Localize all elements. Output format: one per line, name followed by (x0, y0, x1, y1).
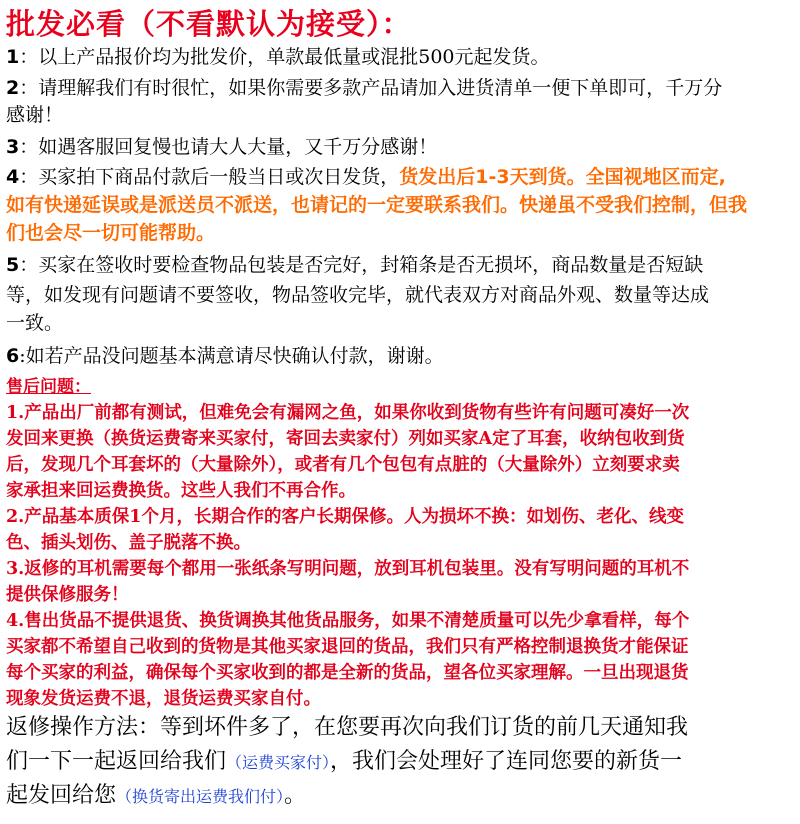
rule-5-end: 一致。 (6, 312, 64, 334)
page-title: 批发必看（不看默认为接受）： (6, 7, 412, 41)
rule-text: :如若产品没问题基本满意请尽快确认付款，谢谢。 (19, 345, 444, 367)
repair-method-line (6, 746, 794, 779)
shipping-note: （换货寄出运费我们付） (116, 787, 285, 806)
after-sales-heading: 售后问题： (6, 377, 91, 397)
repair-text: ，我们会处理好了连同您要的新货一 (330, 749, 683, 774)
rule-number: 2 (6, 77, 20, 99)
rule-2-continued: 感谢！ (6, 104, 64, 126)
rule-6 (6, 343, 794, 369)
rule-number: 4 (6, 166, 20, 188)
rule-highlight: 货发出后1-3天到货。全国视地区而定, (399, 166, 726, 188)
rule-4 (6, 164, 794, 190)
rule-3 (6, 134, 794, 160)
after-sales-item-4-line: 买家都不希望自己收到的货物是其他买家退回的货品，我们只有严格控制退换货才能保证 (6, 637, 689, 657)
after-sales-item-1: 1.产品出厂前都有测试，但难免会有漏网之鱼，如果你收到货物有些许有问题可凑好一次 (6, 403, 690, 423)
rule-text: ：请理解我们有时很忙，如果你需要多款产品请加入进货清单一便下单即可，千万分 (19, 77, 723, 99)
rule-number: 5 (6, 254, 20, 276)
after-sales-item-4-line: 现象发货运费不退，退货运费买家自付。 (6, 689, 321, 709)
repair-text: 们一下一起返回给我们 (6, 749, 227, 774)
rule-text: ：以上产品报价均为批发价，单款最低量或混批500元起发货。 (19, 46, 550, 68)
rule-1 (6, 44, 794, 70)
after-sales-item-3: 3.返修的耳机需要每个都用一张纸条写明问题，放到耳机包装里。没有写明问题的耳机不 (6, 559, 690, 579)
after-sales-item-4: 4.售出货品不提供退货、换货调换其他货品服务，如果不清楚质量可以先少拿看样，每个 (6, 611, 690, 631)
repair-text: 起发回给您 (6, 783, 117, 808)
rule-number: 6 (6, 345, 20, 367)
after-sales-item-2-line: 色、插头划伤、盖子脱落不换。 (6, 533, 251, 553)
after-sales-item-4-line: 每个买家的利益，确保每个买家收到的都是全新的货品，望各位买家理解。一旦出现退货 (6, 663, 689, 683)
rule-2 (6, 75, 794, 101)
rule-number: 3 (6, 136, 20, 158)
repair-method: 返修操作方法：等到坏件多了，在您要再次向我们订货的前几天通知我 (6, 715, 689, 740)
rule-text: ：如遇客服回复慢也请大人大量，又千万分感谢！ (19, 136, 438, 158)
repair-method-end (6, 780, 794, 813)
after-sales-item-3-line: 提供保修服务！ (6, 585, 129, 605)
rule-number: 1 (6, 46, 20, 68)
rule-4-highlight: 如有快递延误或是派送员不派送，也请记的一定要联系我们。快递虽不受我们控制，但我 (6, 194, 748, 216)
after-sales-item-1-line: 家承担来回运费换货。这些人我们不再合作。 (6, 481, 356, 501)
repair-text: 。 (284, 783, 307, 808)
rule-4-highlight-end: 们也会尽一切可能帮助。 (6, 222, 216, 244)
after-sales-item-2: 2.产品基本质保1个月，长期合作的客户长期保修。人为损坏不换：如划伤、老化、线变 (6, 507, 684, 527)
shipping-note: （运费买家付） (226, 753, 331, 772)
rule-text: ：买家在签收时要检查物品包装是否完好，封箱条是否无损坏，商品数量是否短缺 (19, 254, 704, 276)
after-sales-item-1-line: 发回来更换（换货运费寄来买家付，寄回去卖家付）列如买家A定了耳套，收纳包收到货 (6, 429, 685, 449)
rule-5 (6, 252, 794, 278)
rule-5-continued: 等，如发现有问题请不要签收，物品签收完毕，就代表双方对商品外观、数量等达成 (6, 284, 710, 306)
after-sales-item-1-line: 后，发现几个耳套坏的（大量除外），或者有几个包包有点脏的（大量除外）立刻要求卖 (6, 455, 680, 475)
rule-text: ：买家拍下商品付款后一般当日或次日发货， (19, 166, 400, 188)
